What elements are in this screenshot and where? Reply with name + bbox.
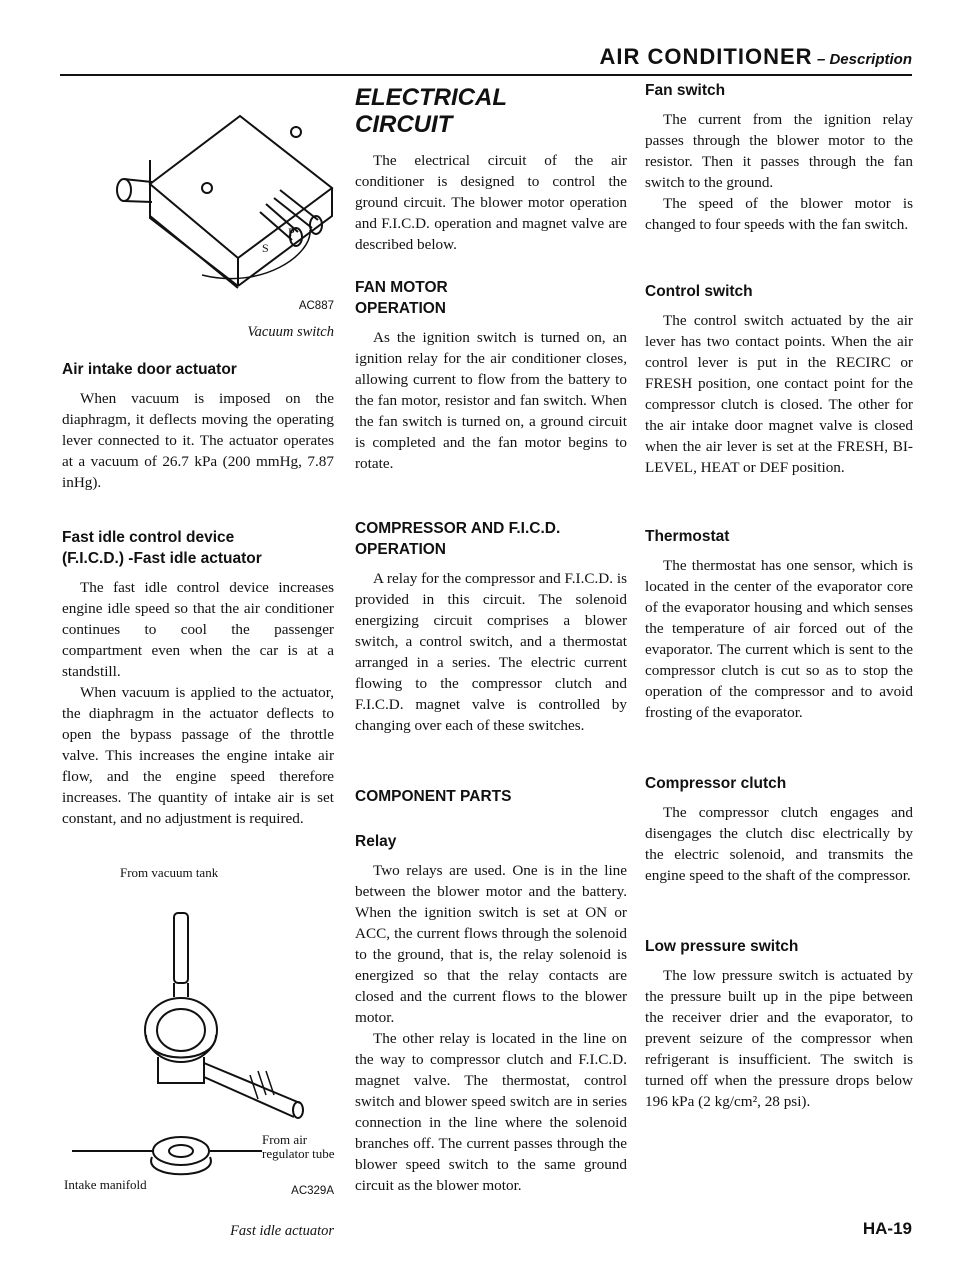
paragraph: The current from the ignition relay passes through the blower motor to the resistor. Then it passes through the fan switch to the ground. — [645, 111, 913, 191]
paragraph: When vacuum is imposed on the diaphragm, it deflects moving the operating lever connected to it. The actuator operates at a vacuum of 26.7 kPa (200 mmHg, 7.87 inHg). — [62, 390, 334, 491]
port-p-label: P — [288, 225, 295, 239]
section-heading: FAN MOTOR — [355, 279, 448, 296]
paragraph: A relay for the compressor and F.I.C.D. is provided in this circuit. The solenoid energizing circuit comprises a blower switch, a control switch, and a thermostat arranged in a series. The electric current flowing to the compressor clutch and F.I.C.D. magnet valve is controlled by changing over each of these switches. — [355, 570, 627, 734]
vacuum-switch-illustration — [62, 80, 334, 295]
header-rule — [60, 74, 912, 76]
page-title: ELECTRICAL — [355, 84, 507, 111]
figure-caption: Vacuum switch — [247, 324, 334, 340]
label-air-regulator: From air regulator tube — [262, 1132, 335, 1161]
paragraph: The other relay is located in the line on the way to compressor clutch and F.I.C.D. magnet valve. The thermostat, control switch and blower speed switch are in series connection in the line where the solenoid branches off. The current passes through the blower speed switch to the same ground circuit as the blower motor. — [355, 1030, 627, 1194]
page-header — [600, 44, 912, 70]
paragraph: The electrical circuit of the air conditioner is designed to control the ground circuit. The blower motor operation and F.I.C.D. operation and magnet valve are described below. — [355, 152, 627, 253]
section-heading: Control switch — [645, 283, 753, 300]
figure-caption: Fast idle actuator — [230, 1223, 334, 1239]
header-subtitle: – Description — [816, 51, 912, 68]
section-heading: Thermostat — [645, 528, 730, 545]
section-heading: COMPONENT PARTS — [355, 788, 512, 805]
section-heading: OPERATION — [355, 541, 446, 558]
section-heading: Low pressure switch — [645, 938, 799, 955]
figure-code: AC329A — [291, 1185, 334, 1197]
port-s-label: S — [262, 241, 269, 255]
column-right — [645, 80, 913, 1112]
page-number: HA-19 — [862, 1219, 912, 1238]
page-title: CIRCUIT — [355, 111, 453, 138]
section-heading: Compressor clutch — [645, 775, 787, 792]
paragraph: As the ignition switch is turned on, an ignition relay for the air conditioner closes, allowing current to flow from the battery to the fan motor, resistor and fan switch. When the fan switch is turned on, a ground circuit is completed and the fan motor begins to rotate. — [355, 329, 627, 472]
paragraph: The speed of the blower motor is changed to four speeds with the fan switch. — [645, 195, 913, 233]
section-heading: COMPRESSOR AND F.I.C.D. — [355, 520, 561, 537]
header-title: AIR CONDITIONER — [599, 44, 813, 69]
column-middle — [355, 80, 627, 1196]
section-heading: Relay — [355, 833, 397, 850]
paragraph: The thermostat has one sensor, which is located in the center of the evaporator core of the evaporator housing and which senses the temperature of air forced out of the evaporator. The current which is sent to the compressor clutch is cut so as to stop the operation of the compressor and to avoid frosting of the evaporator. — [645, 557, 913, 721]
label-intake-manifold: Intake manifold — [64, 1177, 147, 1192]
figure-code: AC887 — [298, 300, 334, 312]
paragraph: The fast idle control device increases engine idle speed so that the air conditioner continues to cool the passenger compartment even when the car is at a standstill. — [62, 579, 334, 680]
section-heading: OPERATION — [355, 300, 446, 317]
section-heading: (F.I.C.D.) -Fast idle actuator — [62, 550, 262, 567]
paragraph: Two relays are used. One is in the line between the blower motor and the battery. When the ignition switch is set at ON or ACC, the current flows through the solenoid to the ground, that is, the relay solenoid is energized so that the relay contacts are closed and the current flows to the blower motor. — [355, 862, 627, 1026]
fast-idle-figure — [62, 865, 334, 1215]
section-heading: Fast idle control device — [62, 529, 235, 546]
section-heading: Fan switch — [645, 82, 726, 99]
paragraph: When vacuum is applied to the actuator, the diaphragm in the actuator deflects to open the bypass passage of the throttle valve. This increases the engine intake air flow, and the engine speed therefore increases. The quantity of intake air is set constant, and no adjustment is required. — [62, 684, 334, 827]
column-left — [62, 80, 334, 1240]
label-vacuum-tank: From vacuum tank — [120, 865, 219, 880]
section-heading: Air intake door actuator — [62, 361, 237, 378]
paragraph: The compressor clutch engages and disengages the clutch disc electrically by the electric solenoid, and transmits the engine speed to the shaft of the compressor. — [645, 804, 913, 884]
paragraph: The low pressure switch is actuated by the pressure built up in the pipe between the receiver drier and the evaporator, to prevent seizure of the compressor when refrigerant is insufficient. The switch is turned off when the pressure drops below 196 kPa (2 kg/cm², 28 psi). — [645, 967, 913, 1110]
paragraph: The control switch actuated by the air lever has two contact points. When the air control lever is put in the RECIRC or FRESH position, one contact point for the compressor clutch is closed. The other for the air intake door magnet valve is closed when the air lever is set at the FRESH, BI-LEVEL, HEAT or DEF position. — [645, 312, 913, 476]
